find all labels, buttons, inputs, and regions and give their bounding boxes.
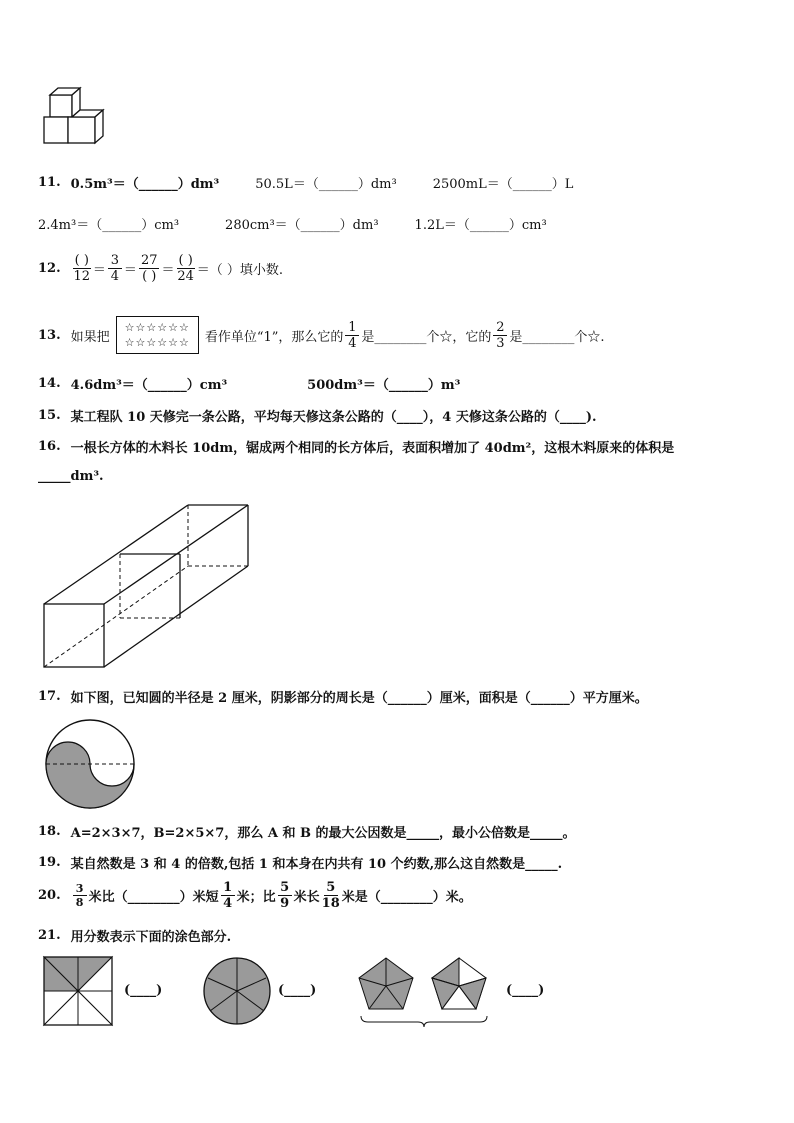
q19-line — [38, 853, 562, 872]
q11-item-2: 50.5L＝（______）dm³ — [255, 177, 397, 192]
q15-line — [38, 406, 597, 425]
q18-number: 18. — [38, 824, 61, 839]
q14-item-b: 500dm³＝（______）m³ — [307, 378, 461, 393]
q12-fraction-1: $\frac{( )}{12}$ — [73, 253, 91, 284]
q11-item-6: 1.2L＝（______）cm³ — [414, 218, 547, 233]
q20-fraction-3: $\frac{5}{9}$ — [278, 881, 292, 910]
q19-text: 某自然数是 3 和 4 的倍数,包括 1 和本身在内共有 10 个约数,那么这自然数是_____. — [70, 857, 563, 872]
q13-mid: 看作单位“1”，那么它的 — [204, 329, 344, 345]
q19-number: 19. — [38, 855, 61, 870]
q16-line — [38, 437, 674, 456]
q20-line — [38, 881, 472, 910]
cuboid-figure — [40, 500, 255, 672]
q15-number: 15. — [38, 408, 61, 423]
q20-fraction-1: $\frac{3}{8}$ — [73, 883, 87, 908]
q20-fraction-4: $\frac{5}{18}$ — [321, 880, 340, 911]
q20-number: 20. — [38, 888, 61, 903]
q20-t4: 米是（________）米。 — [341, 890, 472, 905]
q11-item-5: 280cm³＝（______）dm³ — [225, 218, 379, 233]
q21-number: 21. — [38, 928, 61, 943]
q14-line — [38, 374, 460, 393]
q16-text2: _____dm³. — [38, 469, 104, 484]
q12-number: 12. — [38, 261, 61, 276]
star-box — [116, 316, 199, 354]
q13-fraction-1: $\frac{1}{4}$ — [345, 321, 359, 350]
shaded-pentagons-figure — [356, 956, 492, 1028]
q18-line — [38, 822, 576, 841]
q12-line: 12. $\frac{( )}{12}$ ＝ $\frac{3}{4}$ ＝ $\frac{27}{( )}$ ＝ $\frac{( )}{24}$ ＝（ ）填小数. — [38, 253, 284, 284]
shaded-circle-figure — [38, 718, 142, 810]
shaded-pie-figure — [202, 956, 272, 1026]
q11-item-4: 2.4m³＝（______）cm³ — [38, 218, 180, 233]
q17-line — [38, 687, 648, 706]
q12-fraction-2: $\frac{3}{4}$ — [108, 254, 122, 283]
q15-text: 某工程队 10 天修完一条公路，平均每天修这条公路的（____），4 天修这条公路的（____). — [70, 410, 597, 425]
q16-number: 16. — [38, 439, 61, 454]
q13-fraction-2: $\frac{2}{3}$ — [493, 321, 507, 350]
q13-pre: 如果把 — [70, 329, 110, 345]
q14-number: 14. — [38, 376, 61, 391]
q11-number: 11. — [38, 175, 61, 190]
q21-blank-1: (____) — [124, 983, 163, 998]
q11-row1 — [38, 173, 573, 192]
q13-tail: 是________个☆. — [509, 329, 605, 345]
q14-item-a: 4.6dm³＝（______）cm³ — [70, 378, 228, 393]
q11-item-1: 0.5m³＝（______）dm³ — [70, 177, 220, 192]
q16-line2 — [38, 469, 104, 484]
q13-number: 13. — [38, 327, 61, 343]
q21-line — [38, 926, 231, 945]
q18-text: A=2×3×7，B=2×5×7，那么 A 和 B 的最大公因数是_____，最小公倍数是_____。 — [70, 826, 576, 841]
q20-t1: 米比（________）米短 — [88, 890, 219, 905]
q17-number: 17. — [38, 689, 61, 704]
q11-row2 — [38, 214, 547, 233]
q12-fraction-3: $\frac{27}{( )}$ — [140, 253, 158, 284]
shaded-square-figure — [44, 957, 112, 1025]
q21-blank-3: (____) — [506, 983, 545, 998]
q12-fraction-4: $\frac{( )}{24}$ — [177, 253, 194, 284]
q20-fraction-2: $\frac{1}{4}$ — [221, 881, 235, 910]
q12-tail: ＝（ ）填小数. — [196, 263, 284, 278]
q11-item-3: 2500mL＝（______）L — [432, 177, 574, 192]
q20-t2: 米；比 — [236, 890, 276, 905]
q17-text: 如下图，已知圆的半径是 2 厘米，阴影部分的周长是（______）厘米，面积是（______）平方厘米。 — [70, 691, 648, 706]
q21-blank-2: (____) — [278, 983, 317, 998]
cube-stack-figure — [42, 86, 112, 148]
q21-text: 用分数表示下面的涂色部分. — [70, 930, 232, 945]
q20-t3: 米长 — [293, 890, 320, 905]
star-row-1: ☆☆☆☆☆☆ — [124, 321, 190, 334]
star-row-2: ☆☆☆☆☆☆ — [124, 336, 190, 349]
q13-line — [38, 316, 605, 354]
q13-mid2: 是________个☆，它的 — [361, 329, 492, 345]
q16-text: 一根长方体的木料长 10dm，锯成两个相同的长方体后，表面积增加了 40dm²，这根木料原来的体积是 — [70, 441, 675, 456]
